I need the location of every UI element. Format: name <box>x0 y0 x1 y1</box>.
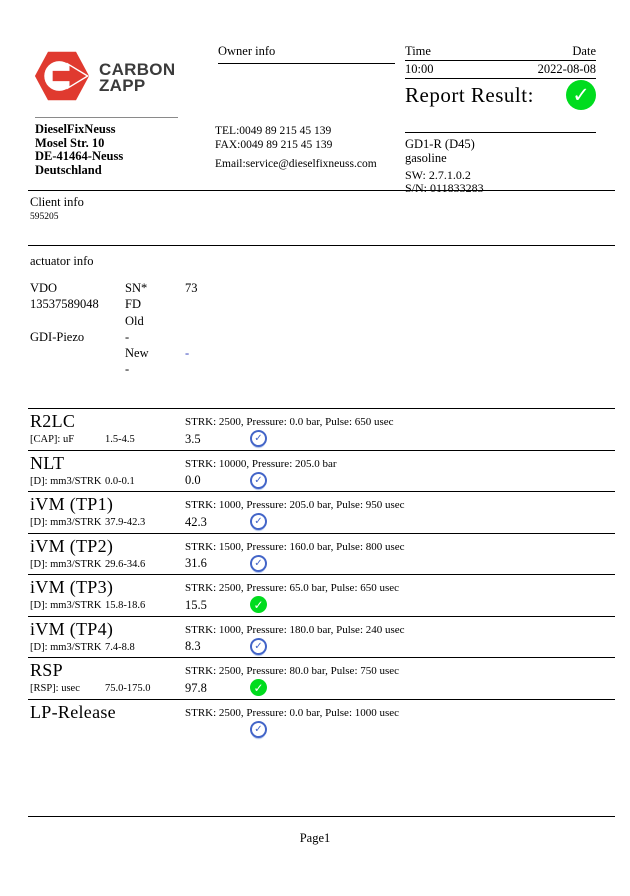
owner-name: DieselFixNeuss <box>35 122 116 136</box>
actuator-field-label: New <box>125 346 149 361</box>
report-result <box>405 80 596 110</box>
check-icon <box>250 596 267 613</box>
test-range: 15.8-18.6 <box>105 600 146 611</box>
actuator-field-label: FD <box>125 297 141 312</box>
machine-fuel: gasoline <box>405 151 447 165</box>
client-info-heading: Client info <box>30 195 84 209</box>
test-parameters: STRK: 2500, Pressure: 65.0 bar, Pulse: 650 usec <box>185 582 400 594</box>
carbon-zapp-logo <box>34 50 174 106</box>
test-name: iVM (TP2) <box>30 535 114 556</box>
test-range: 37.9-42.3 <box>105 517 146 528</box>
check-icon <box>250 472 267 489</box>
machine-info-block <box>405 132 596 195</box>
actuator-field-label: - <box>125 362 130 377</box>
owner-tel: TEL:0049 89 215 45 139 <box>215 125 332 137</box>
machine-serial-number: S/N: 011833283 <box>405 181 484 195</box>
actuator-field-label: - <box>125 329 130 344</box>
owner-address-block <box>35 117 178 177</box>
test-unit: [D]: mm3/STRK <box>30 641 102 653</box>
machine-model: GD1-R (D45) <box>405 137 475 151</box>
test-range: 1.5-4.5 <box>105 434 135 445</box>
actuator-field-label: SN* <box>125 281 148 295</box>
test-name: LP-Release <box>30 701 116 722</box>
actuator-field-value <box>185 297 265 313</box>
test-name: RSP <box>30 660 63 680</box>
test-parameters: STRK: 1000, Pressure: 205.0 bar, Pulse: 950 usec <box>185 499 405 511</box>
actuator-field-label: Old <box>125 313 144 328</box>
divider-line <box>28 245 615 246</box>
test-unit: [D]: mm3/STRK <box>30 600 102 611</box>
owner-street: Mosel Str. 10 <box>35 135 105 150</box>
check-icon <box>250 638 267 655</box>
date-value: 2022-08-08 <box>537 62 596 76</box>
test-unit: [RSP]: usec <box>30 683 80 694</box>
test-row-nlt <box>28 450 615 492</box>
actuator-part-number: 13537589048 <box>30 297 99 312</box>
actuator-row <box>30 362 265 378</box>
test-unit: [CAP]: uF <box>30 434 75 445</box>
logo-line1: CARBON <box>99 60 176 79</box>
actuator-row <box>30 314 265 330</box>
test-name: NLT <box>30 452 65 473</box>
carbon-zapp-logo-icon <box>34 50 90 107</box>
machine-sw-version: SW: 2.7.1.0.2 <box>405 168 471 182</box>
date-label: Date <box>572 44 596 58</box>
test-name: iVM (TP4) <box>30 618 114 639</box>
test-unit: [D]: mm3/STRK <box>30 475 102 487</box>
test-row-rsp <box>28 657 615 699</box>
owner-country: Deutschland <box>35 162 102 177</box>
client-id: 595205 <box>30 212 59 222</box>
footer-divider-line <box>28 816 615 817</box>
actuator-type: GDI-Piezo <box>30 329 85 344</box>
actuator-row <box>30 346 265 362</box>
test-name: iVM (TP3) <box>30 577 114 597</box>
actuator-field-value <box>185 330 265 346</box>
time-date-labels <box>405 44 596 61</box>
actuator-row <box>30 297 265 313</box>
test-row-lp-release <box>28 699 615 746</box>
actuator-cell <box>30 362 125 378</box>
test-parameters: STRK: 2500, Pressure: 80.0 bar, Pulse: 750 usec <box>185 665 400 677</box>
test-parameters: STRK: 1000, Pressure: 180.0 bar, Pulse: 240 usec <box>185 623 405 636</box>
logo-line2: ZAPP <box>99 76 146 95</box>
test-parameters: STRK: 1500, Pressure: 160.0 bar, Pulse: 800 usec <box>185 540 405 553</box>
time-label: Time <box>405 44 431 58</box>
test-range: 29.6-34.6 <box>105 558 146 570</box>
check-icon <box>250 721 267 738</box>
actuator-info-heading: actuator info <box>30 254 94 268</box>
check-icon <box>250 430 267 447</box>
test-range: 0.0-0.1 <box>105 475 135 487</box>
test-value: 8.3 <box>185 639 201 653</box>
test-range: 75.0-175.0 <box>105 683 151 694</box>
actuator-cell <box>30 314 125 330</box>
actuator-field-value <box>185 314 265 330</box>
test-name: R2LC <box>30 411 76 431</box>
test-row-ivm-tp2 <box>28 533 615 575</box>
test-value: 31.6 <box>185 556 207 570</box>
test-unit: [D]: mm3/STRK <box>30 558 102 570</box>
test-value: 42.3 <box>185 514 207 529</box>
actuator-field-value: - <box>185 346 190 361</box>
actuator-cell <box>30 346 125 362</box>
test-value: 0.0 <box>185 473 201 487</box>
owner-city: DE-41464-Neuss <box>35 149 124 163</box>
owner-contact-block <box>215 124 377 171</box>
owner-info-heading: Owner info <box>218 44 395 64</box>
test-parameters: STRK: 10000, Pressure: 205.0 bar <box>185 457 337 470</box>
actuator-info-grid <box>30 281 265 379</box>
divider-line <box>28 190 615 191</box>
time-value: 10:00 <box>405 62 434 76</box>
owner-fax: FAX:0049 89 215 45 139 <box>215 139 333 151</box>
test-row-r2lc <box>28 408 615 450</box>
owner-email: Email:service@dieselfixneuss.com <box>215 158 377 170</box>
test-parameters: STRK: 2500, Pressure: 0.0 bar, Pulse: 1000 usec <box>185 706 400 719</box>
page-number: Page1 <box>299 831 331 845</box>
test-name: iVM (TP1) <box>30 494 114 514</box>
test-value: 97.8 <box>185 680 207 695</box>
report-result-label: Report Result: <box>405 82 534 107</box>
actuator-brand: VDO <box>30 281 58 295</box>
test-row-ivm-tp3 <box>28 574 615 616</box>
test-results-table <box>28 408 615 746</box>
client-info-block <box>30 195 84 222</box>
logo-wordmark <box>99 62 175 94</box>
check-icon <box>250 513 267 530</box>
actuator-field-value: 73 <box>185 281 198 295</box>
actuator-row <box>30 281 265 297</box>
actuator-row <box>30 330 265 346</box>
actuator-field-value <box>185 362 265 378</box>
time-date-block <box>405 44 596 79</box>
test-row-ivm-tp1 <box>28 491 615 533</box>
test-range: 7.4-8.8 <box>105 641 135 653</box>
time-date-values <box>405 61 596 79</box>
test-parameters: STRK: 2500, Pressure: 0.0 bar, Pulse: 650 usec <box>185 416 394 428</box>
test-row-ivm-tp4 <box>28 616 615 658</box>
check-icon <box>250 555 267 572</box>
test-value: 3.5 <box>185 431 201 446</box>
check-icon <box>250 679 267 696</box>
test-unit: [D]: mm3/STRK <box>30 517 102 528</box>
report-result-check-icon <box>566 80 596 110</box>
test-value: 15.5 <box>185 597 207 612</box>
